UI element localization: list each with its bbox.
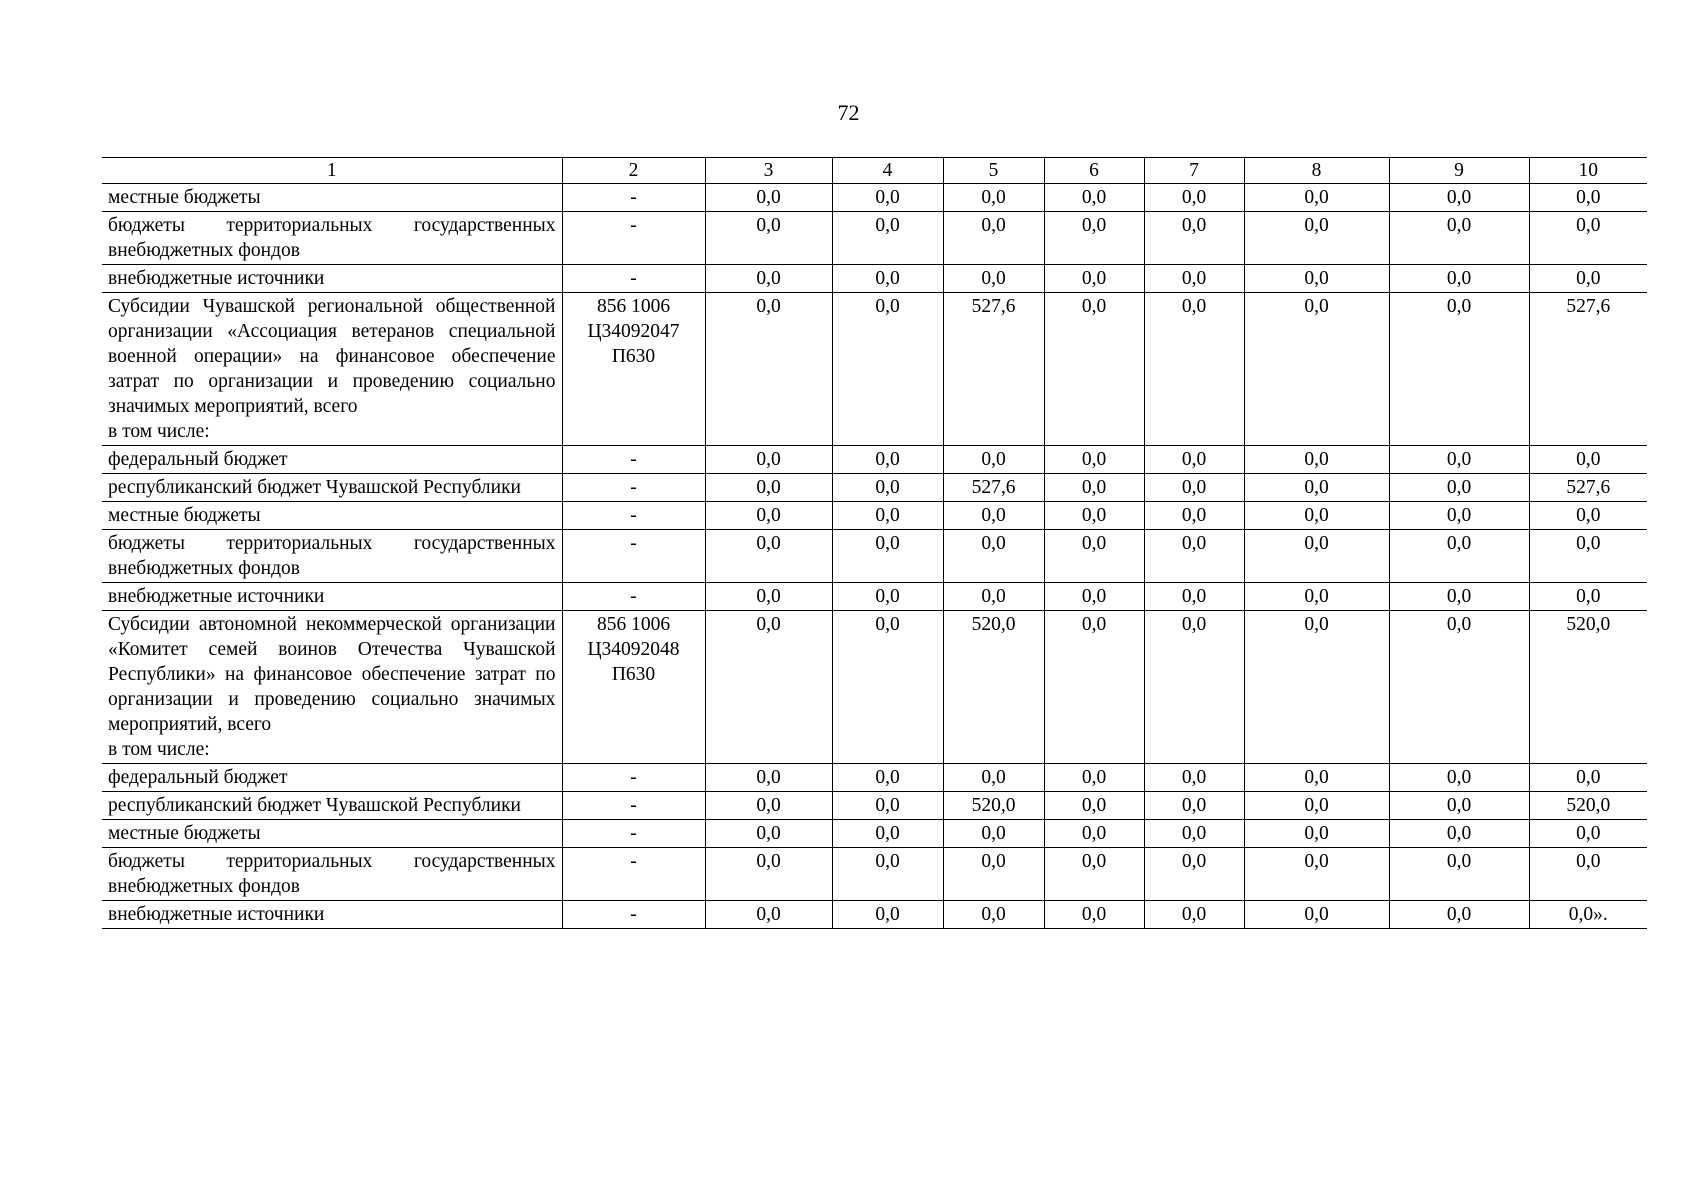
value-cell-col-9: 0,0	[1389, 212, 1529, 265]
value-cell-col-5: 527,6	[943, 293, 1044, 446]
value-cell-col-7: 0,0	[1144, 530, 1244, 583]
row-description: внебюджетные источники	[102, 265, 562, 293]
value-cell-col-4: 0,0	[832, 502, 943, 530]
row-description: Субсидии автономной некоммерческой организации «Комитет семей воинов Отечества Чувашской Республики» на финансовое обеспечение затрат по организации и проведению социально значимых мероприятий, всего в том числе:	[102, 611, 562, 764]
value-cell-col-9: 0,0	[1389, 446, 1529, 474]
table-row	[102, 265, 1647, 293]
column-number-7: 7	[1144, 158, 1244, 184]
value-cell-col-7: 0,0	[1144, 848, 1244, 901]
value-cell-col-10: 527,6	[1529, 474, 1647, 502]
value-cell-col-7: 0,0	[1144, 764, 1244, 792]
value-cell-col-8: 0,0	[1244, 502, 1389, 530]
value-cell-col-3: 0,0	[705, 820, 832, 848]
value-cell-col-7: 0,0	[1144, 611, 1244, 764]
value-cell-col-3: 0,0	[705, 792, 832, 820]
table-row	[102, 502, 1647, 530]
value-cell-col-6: 0,0	[1044, 184, 1144, 212]
value-cell-col-3: 0,0	[705, 446, 832, 474]
value-cell-col-8: 0,0	[1244, 446, 1389, 474]
value-cell-col-6: 0,0	[1044, 502, 1144, 530]
value-cell-col-3: 0,0	[705, 212, 832, 265]
table-row	[102, 820, 1647, 848]
value-cell-col-9: 0,0	[1389, 792, 1529, 820]
value-cell-col-4: 0,0	[832, 792, 943, 820]
value-cell-col-4: 0,0	[832, 764, 943, 792]
row-description: бюджеты территориальных государственных внебюджетных фондов	[102, 848, 562, 901]
value-cell-col-6: 0,0	[1044, 820, 1144, 848]
column-number-9: 9	[1389, 158, 1529, 184]
row-description: федеральный бюджет	[102, 446, 562, 474]
value-cell-col-5: 0,0	[943, 583, 1044, 611]
value-cell-col-10: 0,0	[1529, 502, 1647, 530]
column-number-1: 1	[102, 158, 562, 184]
column-number-row	[102, 158, 1647, 184]
value-cell-col-3: 0,0	[705, 502, 832, 530]
row-description: бюджеты территориальных государственных внебюджетных фондов	[102, 530, 562, 583]
value-cell-col-6: 0,0	[1044, 212, 1144, 265]
value-cell-col-6: 0,0	[1044, 530, 1144, 583]
table-row	[102, 848, 1647, 901]
value-cell-col-5: 0,0	[943, 820, 1044, 848]
value-cell-col-8: 0,0	[1244, 901, 1389, 929]
value-cell-col-9: 0,0	[1389, 530, 1529, 583]
value-cell-col-7: 0,0	[1144, 446, 1244, 474]
value-cell-col-5: 0,0	[943, 212, 1044, 265]
value-cell-col-5: 0,0	[943, 446, 1044, 474]
value-cell-col-8: 0,0	[1244, 474, 1389, 502]
row-description: бюджеты территориальных государственных внебюджетных фондов	[102, 212, 562, 265]
value-cell-col-10: 520,0	[1529, 611, 1647, 764]
value-cell-col-10: 0,0	[1529, 764, 1647, 792]
value-cell-col-3: 0,0	[705, 583, 832, 611]
value-cell-col-4: 0,0	[832, 848, 943, 901]
column-number-3: 3	[705, 158, 832, 184]
value-cell-col-10: 0,0	[1529, 212, 1647, 265]
value-cell-col-6: 0,0	[1044, 293, 1144, 446]
value-cell-col-8: 0,0	[1244, 583, 1389, 611]
value-cell-col-4: 0,0	[832, 474, 943, 502]
table-row	[102, 901, 1647, 929]
value-cell-col-9: 0,0	[1389, 901, 1529, 929]
value-cell-col-5: 0,0	[943, 265, 1044, 293]
column-number-10: 10	[1529, 158, 1647, 184]
value-cell-col-10: 0,0	[1529, 184, 1647, 212]
value-cell-col-3: 0,0	[705, 474, 832, 502]
budget-code: 856 1006 Ц34092047 П630	[562, 293, 705, 446]
row-description: местные бюджеты	[102, 820, 562, 848]
row-description: местные бюджеты	[102, 502, 562, 530]
value-cell-col-8: 0,0	[1244, 764, 1389, 792]
value-cell-col-3: 0,0	[705, 764, 832, 792]
budget-code: -	[562, 474, 705, 502]
table-row	[102, 530, 1647, 583]
value-cell-col-5: 520,0	[943, 792, 1044, 820]
column-number-2: 2	[562, 158, 705, 184]
value-cell-col-7: 0,0	[1144, 212, 1244, 265]
value-cell-col-10: 0,0	[1529, 265, 1647, 293]
value-cell-col-7: 0,0	[1144, 820, 1244, 848]
budget-code: -	[562, 212, 705, 265]
budget-table	[102, 157, 1647, 929]
value-cell-col-3: 0,0	[705, 530, 832, 583]
budget-code: 856 1006 Ц34092048 П630	[562, 611, 705, 764]
value-cell-col-5: 0,0	[943, 184, 1044, 212]
value-cell-col-10: 0,0».	[1529, 901, 1647, 929]
row-description: Субсидии Чувашской региональной общественной организации «Ассоциация ветеранов специальной военной операции» на финансовое обеспечение затрат по организации и проведению социально значимых мероприятий, всего в том числе:	[102, 293, 562, 446]
value-cell-col-3: 0,0	[705, 184, 832, 212]
table-row	[102, 611, 1647, 764]
value-cell-col-9: 0,0	[1389, 265, 1529, 293]
value-cell-col-4: 0,0	[832, 265, 943, 293]
value-cell-col-3: 0,0	[705, 611, 832, 764]
budget-code: -	[562, 502, 705, 530]
budget-code: -	[562, 265, 705, 293]
value-cell-col-8: 0,0	[1244, 184, 1389, 212]
value-cell-col-6: 0,0	[1044, 583, 1144, 611]
value-cell-col-10: 0,0	[1529, 583, 1647, 611]
row-description: внебюджетные источники	[102, 901, 562, 929]
value-cell-col-6: 0,0	[1044, 446, 1144, 474]
value-cell-col-10: 520,0	[1529, 792, 1647, 820]
value-cell-col-4: 0,0	[832, 293, 943, 446]
budget-code: -	[562, 820, 705, 848]
page-number: 72	[837, 100, 860, 125]
row-description: внебюджетные источники	[102, 583, 562, 611]
value-cell-col-6: 0,0	[1044, 265, 1144, 293]
value-cell-col-7: 0,0	[1144, 265, 1244, 293]
value-cell-col-6: 0,0	[1044, 611, 1144, 764]
value-cell-col-8: 0,0	[1244, 212, 1389, 265]
value-cell-col-9: 0,0	[1389, 611, 1529, 764]
value-cell-col-8: 0,0	[1244, 265, 1389, 293]
value-cell-col-4: 0,0	[832, 530, 943, 583]
table-row	[102, 184, 1647, 212]
row-description: местные бюджеты	[102, 184, 562, 212]
value-cell-col-4: 0,0	[832, 820, 943, 848]
value-cell-col-4: 0,0	[832, 901, 943, 929]
budget-code: -	[562, 530, 705, 583]
value-cell-col-7: 0,0	[1144, 293, 1244, 446]
table-row	[102, 212, 1647, 265]
value-cell-col-9: 0,0	[1389, 474, 1529, 502]
value-cell-col-6: 0,0	[1044, 901, 1144, 929]
value-cell-col-7: 0,0	[1144, 792, 1244, 820]
value-cell-col-6: 0,0	[1044, 792, 1144, 820]
value-cell-col-3: 0,0	[705, 901, 832, 929]
value-cell-col-9: 0,0	[1389, 583, 1529, 611]
value-cell-col-8: 0,0	[1244, 848, 1389, 901]
budget-code: -	[562, 792, 705, 820]
value-cell-col-7: 0,0	[1144, 184, 1244, 212]
value-cell-col-6: 0,0	[1044, 848, 1144, 901]
budget-code: -	[562, 583, 705, 611]
value-cell-col-10: 0,0	[1529, 820, 1647, 848]
value-cell-col-10: 527,6	[1529, 293, 1647, 446]
value-cell-col-3: 0,0	[705, 293, 832, 446]
value-cell-col-8: 0,0	[1244, 611, 1389, 764]
value-cell-col-3: 0,0	[705, 265, 832, 293]
column-number-5: 5	[943, 158, 1044, 184]
value-cell-col-5: 0,0	[943, 764, 1044, 792]
row-description: республиканский бюджет Чувашской Республики	[102, 792, 562, 820]
value-cell-col-9: 0,0	[1389, 502, 1529, 530]
value-cell-col-8: 0,0	[1244, 820, 1389, 848]
table-row	[102, 293, 1647, 446]
value-cell-col-10: 0,0	[1529, 530, 1647, 583]
value-cell-col-5: 527,6	[943, 474, 1044, 502]
value-cell-col-10: 0,0	[1529, 848, 1647, 901]
table-row	[102, 446, 1647, 474]
value-cell-col-5: 0,0	[943, 502, 1044, 530]
table-row	[102, 792, 1647, 820]
row-description: федеральный бюджет	[102, 764, 562, 792]
budget-code: -	[562, 446, 705, 474]
value-cell-col-6: 0,0	[1044, 474, 1144, 502]
budget-code: -	[562, 901, 705, 929]
budget-code: -	[562, 184, 705, 212]
value-cell-col-5: 0,0	[943, 848, 1044, 901]
value-cell-col-9: 0,0	[1389, 184, 1529, 212]
value-cell-col-9: 0,0	[1389, 293, 1529, 446]
value-cell-col-10: 0,0	[1529, 446, 1647, 474]
table-row	[102, 474, 1647, 502]
column-number-4: 4	[832, 158, 943, 184]
budget-code: -	[562, 764, 705, 792]
value-cell-col-4: 0,0	[832, 184, 943, 212]
value-cell-col-9: 0,0	[1389, 820, 1529, 848]
value-cell-col-8: 0,0	[1244, 293, 1389, 446]
value-cell-col-8: 0,0	[1244, 792, 1389, 820]
value-cell-col-3: 0,0	[705, 848, 832, 901]
value-cell-col-6: 0,0	[1044, 764, 1144, 792]
value-cell-col-4: 0,0	[832, 446, 943, 474]
column-number-8: 8	[1244, 158, 1389, 184]
value-cell-col-7: 0,0	[1144, 901, 1244, 929]
value-cell-col-4: 0,0	[832, 611, 943, 764]
value-cell-col-4: 0,0	[832, 583, 943, 611]
table-row	[102, 764, 1647, 792]
value-cell-col-4: 0,0	[832, 212, 943, 265]
value-cell-col-7: 0,0	[1144, 583, 1244, 611]
value-cell-col-7: 0,0	[1144, 474, 1244, 502]
value-cell-col-7: 0,0	[1144, 502, 1244, 530]
value-cell-col-8: 0,0	[1244, 530, 1389, 583]
value-cell-col-9: 0,0	[1389, 764, 1529, 792]
value-cell-col-5: 0,0	[943, 530, 1044, 583]
value-cell-col-5: 0,0	[943, 901, 1044, 929]
budget-code: -	[562, 848, 705, 901]
row-description: республиканский бюджет Чувашской Республики	[102, 474, 562, 502]
table-row	[102, 583, 1647, 611]
value-cell-col-9: 0,0	[1389, 848, 1529, 901]
value-cell-col-5: 520,0	[943, 611, 1044, 764]
column-number-6: 6	[1044, 158, 1144, 184]
